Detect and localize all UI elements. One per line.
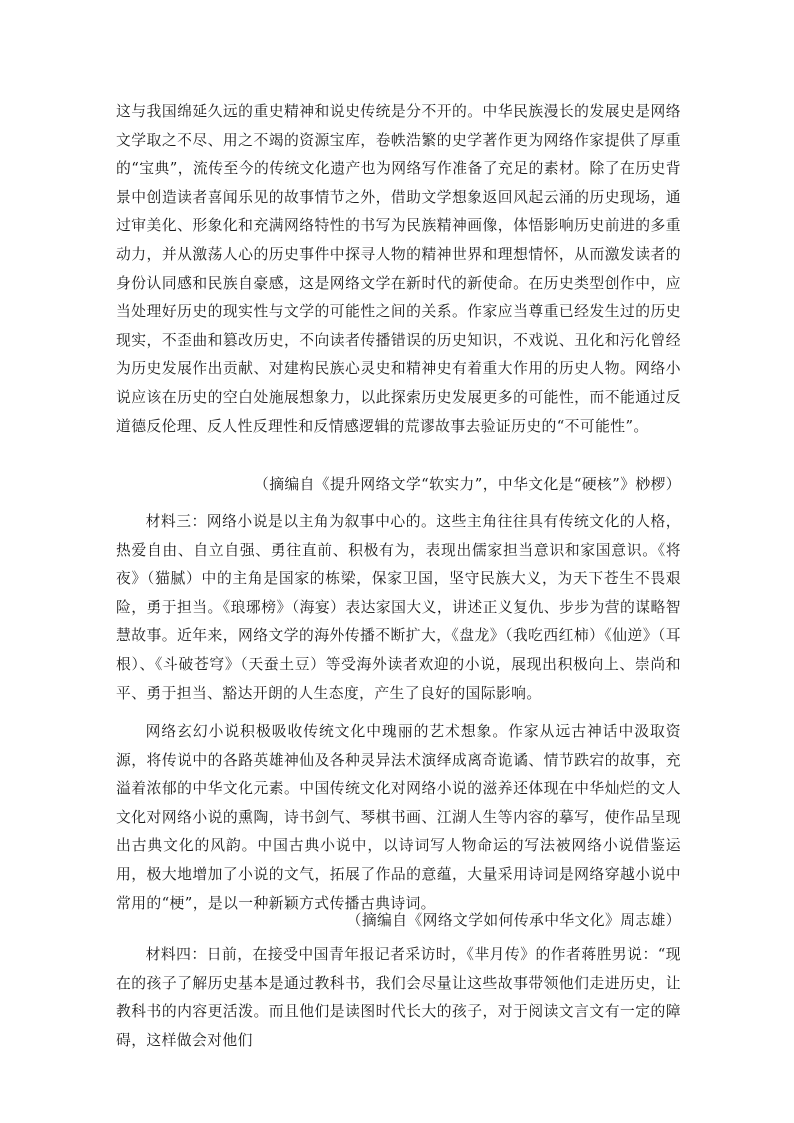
paragraph-material-four: 材料四：日前，在接受中国青年报记者采访时，《芈月传》的作者蒋胜男说：“现在的孩子了解历史基本是通过教科书，我们会尽量让这些故事带领他们走进历史，让教科书的内容更活泼。而且他们是读图时代长大的孩子，对于阅读文言文有一定的障碍，这样做会对他们 xyxy=(116,946,681,1049)
paragraph-material-three: 材料三：网络小说是以主角为叙事中心的。这些主角往往具有传统文化的人格，热爱自由、自立自强、勇往直前、积极有为，表现出儒家担当意识和家国意识。《将夜》（猫腻）中的主角是国家的栋梁，保家卫国，坚守民族大义，为天下苍生不畏艰险，勇于担当。《琅琊榜》（海宴）表达家国大义，讲述正义复仇、步步为营的谋略智慧故事。近年来，网络文学的海外传播不断扩大，《盘龙》（我吃西红柿）《仙逆》（耳根）、《斗破苍穹》（天蚕土豆）等受海外读者欢迎的小说，展现出积极向上、崇尚和平、勇于担当、豁达开朗的人生态度，产生了良好的国际影响。 xyxy=(116,513,681,702)
paragraph-history-tradition: 这与我国绵延久远的重史精神和说史传统是分不开的。中华民族漫长的发展史是网络文学取之不尽、用之不竭的资源宝库，卷帙浩繁的史学著作更为网络作家提供了厚重的“宝典”，流传至今的传统文化遗产也为网络写作准备了充足的素材。除了在历史背景中创造读者喜闻乐见的故事情节之外，借助文学想象返回风起云涌的历史现场，通过审美化、形象化和充满网络特性的书写为民族精神画像，体悟影响历史前进的多重动力，并从激荡人心的历史事件中探寻人物的精神世界和理想情怀，从而激发读者的身份认同感和民族自豪感，这是网络文学在新时代的新使命。在历史类型创作中，应当处理好历史的现实性与文学的可能性之间的关系。作家应当尊重已经发生过的历史现实，不歪曲和篡改历史，不向读者传播错误的历史知识，不戏说、丑化和污化曾经为历史发展作出贡献、对建构民族心灵史和精神史有着重大作用的历史人物。网络小说应该在历史的空白处施展想象力，以此探索历史发展更多的可能性，而不能通过反道德反伦理、反人性反理性和反情感逻辑的荒谬故事去验证历史的“不可能性”。 xyxy=(116,103,681,435)
source-citation-2: （摘编自《网络文学如何传承中华文化》周志雄） xyxy=(346,912,681,929)
paragraph-fantasy-novels: 网络玄幻小说积极吸收传统文化中瑰丽的艺术想象。作家从远古神话中汲取资源，将传说中的各路英雄神仙及各种灵异法术演绎成离奇诡谲、情节跌宕的故事，充溢着浓郁的中华文化元素。中国传统文化对网络小说的滋养还体现在中华灿烂的文人文化对网络小说的熏陶，诗书剑气、琴棋书画、江湖人生等内容的摹写，使作品呈现出古典文化的风韵。中国古典小说中，以诗词写人物命运的写法被网络小说借鉴运用，极大地增加了小说的文气，拓展了作品的意蕴，大量采用诗词是网络穿越小说中常用的“梗”，是以一种新颖方式传播古典诗词。 xyxy=(116,723,681,912)
source-citation-1: （摘编自《提升网络文学“软实力”，中华文化是“硬核”》桫椤） xyxy=(254,476,681,493)
